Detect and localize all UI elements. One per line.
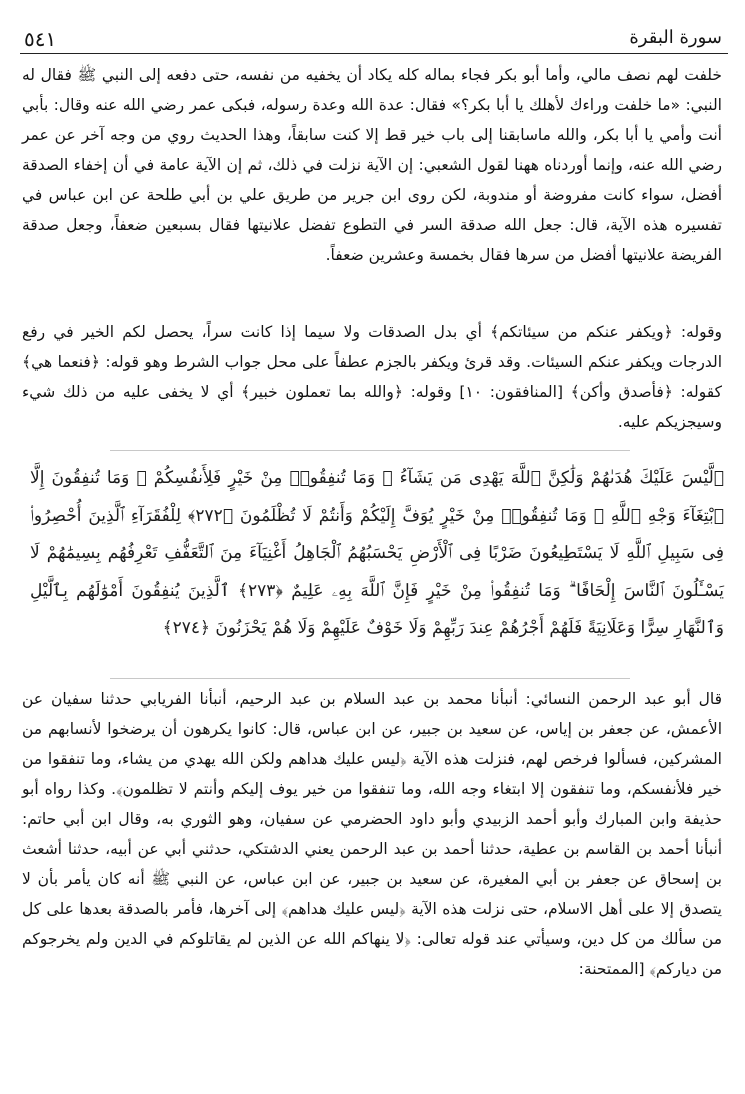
divider-bottom bbox=[110, 678, 630, 679]
commentary-paragraph-2: وقوله: ﴿ويكفر عنكم من سيئاتكم﴾ أي بدل الصدقات ولا سيما إذا كانت سراً، يحصل لكم الخير في رفع الدرجات ويكفر عنكم السيئات. وقد قرئ ويكفر بالجزم عطفاً على محل جواب الشرط وهو قوله: ﴿فنعما هي﴾ كقوله: ﴿فأصدق وأكن﴾ [المنافقون: ١٠] وقوله: ﴿والله بما تعملون خبير﴾ أي لا يخفى عليه من ذلك شيء وسيجزيكم عليه. bbox=[22, 323, 722, 431]
surah-title: سورة البقرة bbox=[629, 27, 722, 48]
divider-top bbox=[110, 450, 630, 451]
quran-verses-block: ﴿لَّيْسَ عَلَيْكَ هُدَىٰهُمْ وَلَٰكِنَّ ٱللَّهَ يَهْدِى مَن يَشَآءُ ۗ وَمَا تُنفِقُوا۟ مِنْ خَيْرٍ فَلِأَنفُسِكُمْ ۚ وَمَا تُنفِقُونَ إِلَّا ٱبْتِغَآءَ وَجْهِ ٱللَّهِ ۚ وَمَا تُنفِقُوا۟ مِنْ خَيْرٍ يُوَفَّ إِلَيْكُمْ وَأَنتُمْ لَا تُظْلَمُونَ ﴿٢٧٢﴾ لِلْفُقَرَآءِ ٱلَّذِينَ أُحْصِرُوا۟ فِى سَبِيلِ ٱللَّهِ لَا يَسْتَطِيعُونَ ضَرْبًا فِى ٱلْأَرْضِ يَحْسَبُهُمُ ٱلْجَاهِلُ أَغْنِيَآءَ مِنَ ٱلتَّعَفُّفِ تَعْرِفُهُم بِسِيمَٰهُمْ لَا يَسْـَٔلُونَ ٱلنَّاسَ إِلْحَافًا ۗ وَمَا تُنفِقُوا۟ مِنْ خَيْرٍ فَإِنَّ ٱللَّهَ بِهِۦ عَلِيمٌ ﴿٢٧٣﴾ ٱلَّذِينَ يُنفِقُونَ أَمْوَٰلَهُم بِٱلَّيْلِ وَٱلنَّهَارِ سِرًّا وَعَلَانِيَةً فَلَهُمْ أَجْرُهُمْ عِندَ رَبِّهِمْ وَلَا خَوْفٌ عَلَيْهِمْ وَلَا هُمْ يَحْزَنُونَ ﴿٢٧٤﴾ bbox=[30, 468, 724, 638]
commentary-paragraph-3: قال أبو عبد الرحمن النسائي: أنبأنا محمد بن عبد السلام بن عبد الرحيم، أنبأنا الفريابي حدثنا سفيان عن الأعمش، عن جعفر بن إياس، عن سعيد بن جبير، عن ابن عباس، قال: كانوا يكرهون أن يرضخوا لأنسابهم من المشركين، فسألوا فرخص لهم، فنزلت هذه الآية ﴿ليس عليك هداهم ولكن الله يهدي من يشاء، وما تنفقوا من خير فلأنفسكم، وما تنفقون إلا ابتغاء وجه الله، وما تنفقوا من خير يوف إليكم وأنتم لا تظلمون﴾. وكذا رواه أبو حذيفة وابن المبارك وأبو أحمد الزبيدي وأبو داود الحضرمي عن سفيان، وهو الثوري به، وقال ابن أبي حاتم: أنبأنا أحمد بن القاسم بن عطية، حدثنا أحمد بن عبد الرحمن يعني الدشتكي، حدثني أبي عن أبيه، حدثنا أشعث بن إسحاق عن جعفر بن أبي المغيرة، عن سعيد بن جبير، عن ابن عباس، عن النبي ﷺ أنه كان يأمر بأن لا يتصدق إلا على أهل الاسلام، حتى نزلت هذه الآية ﴿ليس عليك هداهم﴾ إلى آخرها، فأمر بالصدقة بعدها على كل من سألك من كل دين، وسيأتي عند قوله تعالى: ﴿لا ينهاكم الله عن الذين لم يقاتلوكم في الدين ولم يخرجوكم من دياركم﴾ [الممتحنة: bbox=[22, 690, 722, 978]
page-header bbox=[20, 25, 728, 54]
commentary-paragraph-1: خلفت لهم نصف مالي، وأما أبو بكر فجاء بماله كله يكاد أن يخفيه من نفسه، حتى دفعه إلى النبي ﷺ فقال له النبي: «ما خلفت وراءك لأهلك يا أبا بكر؟» فقال: عدة الله وعدة رسوله، فبكى عمر رضي الله عنه وقال: بأبي أنت وأمي يا أبا بكر، والله ماسابقنا إلى باب خير قط إلا كنت سابقاً، وهذا الحديث روي من وجه آخر عن عمر رضي الله عنه، وإنما أوردناه ههنا لقول الشعبي: إن الآية نزلت في ذلك، ثم إن الآية عامة في أن إخفاء الصدقة أفضل، سواء كانت مفروضة أو مندوبة، لكن روى ابن جرير من طريق علي بن أبي طلحة عن ابن عباس في تفسيره هذه الآية، قال: جعل الله صدقة السر في التطوع تفضل علانيتها فقال بسبعين ضعفاً، وجعل صدقة الفريضة علانيتها أفضل من سرها فقال بخمسة وعشرين ضعفاً. bbox=[22, 66, 722, 264]
page-number: ٥٤١ bbox=[24, 27, 57, 51]
